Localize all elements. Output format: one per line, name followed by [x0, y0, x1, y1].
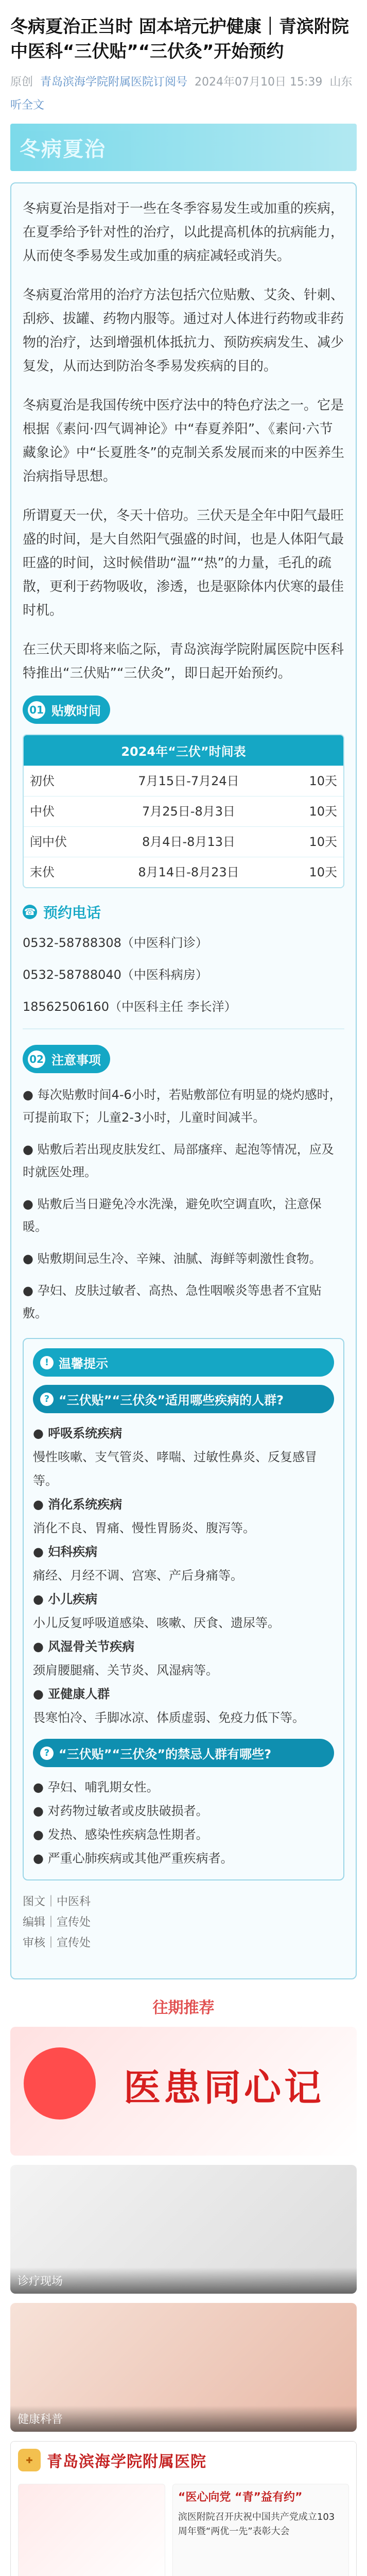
group-item: 痛经、月经不调、宫寒、产后身痛等。 [33, 1568, 243, 1583]
news-text-box [172, 2484, 349, 2576]
intro-paragraph-5: 在三伏天即将来临之际，青岛滨海学院附属医院中医科特推出“三伏贴”“三伏灸”，即日起开始预约。 [23, 642, 344, 681]
table-cell-time: 8月4日-8月13日 [142, 835, 235, 849]
tips-box [23, 1338, 344, 1880]
contact-header [23, 902, 344, 922]
group-item: 畏寒怕冷、手脚冰凉、体质虚弱、免疫力低下等。 [33, 1710, 305, 1725]
intro-paragraph-2: 冬病夏治常用的治疗方法包括穴位贴敷、艾灸、针刺、刮痧、拔罐、药物内服等。通过对人体进行药物或非药物的治疗，达到增强机体抵抗力、预防疾病发生、减少复发，从而达到防治冬季易发疾病的目的。 [23, 287, 344, 374]
note-3: ● 贴敷后当日避免冷水洗澡，避免吹空调直吹，注意保暖。 [23, 1197, 322, 1234]
section-pill-2 [23, 1045, 110, 1073]
group-heading: ● 风湿骨关节疾病 [33, 1639, 135, 1654]
intro-paragraph-1: 冬病夏治是指对于一些在冬季容易发生或加重的疾病，在夏季给予针对性的治疗，以此提高机体的抗病能力，从而使冬季易发生或加重的病症减轻或消失。 [23, 201, 344, 264]
section-pill-1 [23, 696, 110, 724]
news-body [11, 2477, 356, 2576]
credit-line: 审核｜宣传处 [23, 1937, 91, 1950]
phone-line-2: 0532-58788040（中医科病房） [23, 968, 208, 982]
question-title-2-text: “三伏贴”“三伏灸”的禁忌人群有哪些? [59, 1747, 272, 1761]
question-title-1-text: “三伏贴”“三伏灸”适用哪些疾病的人群? [59, 1393, 284, 1408]
news-headline: “医心向党 “青”益有约” [178, 2491, 303, 2504]
intro-card [10, 182, 357, 1979]
dog-days-table [23, 734, 344, 888]
contact-label: 预约电话 [43, 904, 101, 921]
article-wrap [0, 14, 367, 2576]
publish-location: 山东 [329, 76, 353, 89]
heart-icon [24, 2047, 96, 2120]
original-tag: 原创 [10, 76, 33, 89]
tips-title [33, 1348, 334, 1377]
question-icon: ? [40, 1393, 54, 1406]
group-heading: ● 消化系统疾病 [33, 1497, 123, 1512]
group-heading: ● 小儿疾病 [33, 1592, 98, 1606]
contra-item: ● 孕妇、哺乳期女性。 [33, 1780, 159, 1794]
credit-line: 图文｜中医科 [23, 1895, 91, 1908]
suitable-group-1 [33, 1421, 334, 1493]
note-2: ● 贴敷后若出现皮肤发红、局部瘙痒、起泡等情况，应及时就医处理。 [23, 1142, 334, 1179]
note-3-text: 贴敷后当日避免冷水洗澡，避免吹空调直吹，注意保暖。 [23, 1197, 322, 1234]
table-cell-name: 初伏 [30, 774, 55, 788]
suitable-group-5 [33, 1635, 334, 1682]
group-heading: ● 呼吸系统疾病 [33, 1426, 123, 1440]
table-cell-days: 10天 [309, 835, 337, 849]
credits [23, 1892, 344, 1954]
note-5: ● 孕妇、皮肤过敏者、高热、急性咽喉炎等患者不宜贴敷。 [23, 1283, 322, 1320]
recommend-item-1[interactable] [10, 2027, 357, 2156]
recommend-item-2[interactable] [10, 2165, 357, 2294]
section-number-2: 02 [28, 1050, 45, 1068]
section-title-1: 贴敷时间 [51, 704, 101, 718]
note-2-text: 贴敷后若出现皮肤发红、局部瘙痒、起泡等情况，应及时就医处理。 [23, 1142, 334, 1179]
info-icon: ! [40, 1356, 54, 1369]
phone-line-1: 0532-58788308（中医科门诊） [23, 936, 208, 950]
group-heading: ● 妇科疾病 [33, 1545, 98, 1559]
news-hospital-name: 青岛滨海学院附属医院 [47, 2453, 206, 2471]
table-cell-name: 中伏 [30, 804, 55, 819]
table-row [24, 796, 343, 826]
note-5-text: 孕妇、皮肤过敏者、高热、急性咽喉炎等患者不宜贴敷。 [23, 1283, 322, 1320]
top-banner [10, 124, 357, 171]
group-heading: ● 亚健康人群 [33, 1687, 110, 1701]
question-icon: ? [40, 1747, 54, 1760]
article-meta [10, 73, 357, 112]
hospital-logo-icon: ✚ [18, 2449, 41, 2471]
table-cell-time: 7月15日-7月24日 [138, 774, 239, 788]
table-cell-days: 10天 [309, 774, 337, 788]
intro-paragraph-4: 所谓夏天一伏，冬天十倍功。三伏天是全年中阳气最旺盛的时间，是大自然阳气强盛的时间，也是人体阳气最旺盛的时间，这时候借助“温”“热”的力量，毛孔的疏散，更利于药物吸收，渗透，也是驱除体内伏寒的最佳时机。 [23, 508, 344, 618]
article-page [0, 14, 367, 2576]
suitable-group-6 [33, 1682, 334, 1730]
note-4-text: 贴敷期间忌生冷、辛辣、油腻、海鲜等刺激性食物。 [37, 1251, 322, 1266]
table-cell-time: 8月14日-8月23日 [138, 865, 239, 879]
recommend-caption: 诊疗现场 [10, 2267, 357, 2294]
recommend-image-title: 医患同心记 [124, 2066, 325, 2109]
news-header [11, 2442, 356, 2477]
group-item: 小儿反复呼吸道感染、咳嗽、厌食、遗尿等。 [33, 1616, 280, 1630]
section-number-1: 01 [28, 701, 45, 719]
table-row [24, 766, 343, 796]
news-image-box [18, 2484, 165, 2576]
question-title-2 [33, 1739, 334, 1767]
section-title-2: 注意事项 [51, 1053, 101, 1067]
intro-paragraph-3: 冬病夏治是我国传统中医疗法中的特色疗法之一。它是根据《素问·四气调神论》中“春夏养阳”、《素问·六节藏象论》中“长夏胜冬”的克制关系发展而来的中医养生治病指导思想。 [23, 398, 344, 484]
tips-title-text: 温馨提示 [59, 1357, 108, 1371]
group-item: 慢性咳嗽、支气管炎、哮喘、过敏性鼻炎、反复感冒等。 [33, 1450, 317, 1488]
table-caption: 2024年“三伏”时间表 [24, 735, 343, 766]
table-cell-name: 末伏 [30, 865, 55, 879]
credit-line: 编辑｜宣传处 [23, 1916, 91, 1929]
news-subheadline: 滨医附院召开庆祝中国共产党成立103周年暨“两优一先”表彰大会 [178, 2512, 335, 2537]
table-row [24, 826, 343, 857]
recommend-item-3[interactable] [10, 2303, 357, 2432]
group-item: 消化不良、胃痛、慢性胃肠炎、腹泻等。 [33, 1521, 255, 1535]
recommend-caption: 健康科普 [10, 2405, 357, 2432]
publish-date: 2024年07月10日 15:39 [195, 76, 323, 89]
table-cell-name: 闰中伏 [30, 835, 67, 849]
note-1: ● 每次贴敷时间4-6小时，若贴敷部位有明显的烧灼感时，可提前取下；儿童2-3小时，儿童时间减半。 [23, 1088, 342, 1125]
banner-text: 冬病夏治 [20, 137, 106, 161]
table-cell-days: 10天 [309, 865, 337, 879]
question-title-1 [33, 1385, 334, 1413]
suitable-group-2 [33, 1493, 334, 1540]
group-item: 颈肩腰腿痛、关节炎、风湿病等。 [33, 1663, 218, 1677]
listen-button[interactable]: 听全文 [10, 99, 45, 112]
contra-item: ● 严重心肺疾病或其他严重疾病者。 [33, 1851, 233, 1866]
article-title: 冬病夏治正当时 固本培元护健康｜青滨附院中医科“三伏贴”“三伏灸”开始预约 [10, 16, 349, 62]
note-4: ● 贴敷期间忌生冷、辛辣、油腻、海鲜等刺激性食物。 [23, 1251, 322, 1266]
contra-item: ● 发热、感染性疾病急性期者。 [33, 1827, 208, 1842]
phone-icon: ☎ [23, 905, 37, 919]
contra-item: ● 对药物过敏者或皮肤破损者。 [33, 1804, 208, 1818]
contra-list [33, 1775, 334, 1870]
phone-line-3: 18562506160（中医科主任 李长洋） [23, 999, 237, 1014]
account-name[interactable]: 青岛滨海学院附属医院订阅号 [40, 76, 188, 89]
recommend-title: 往期推荐 [152, 1999, 215, 2017]
table-cell-days: 10天 [309, 804, 337, 819]
suitable-group-3 [33, 1540, 334, 1587]
table-cell-time: 7月25日-8月3日 [142, 804, 235, 819]
news-card[interactable] [10, 2441, 357, 2576]
divider [23, 1028, 344, 1029]
note-1-text: 每次贴敷时间4-6小时，若贴敷部位有明显的烧灼感时，可提前取下；儿童2-3小时，儿童时间减半。 [23, 1088, 342, 1125]
suitable-group-4 [33, 1587, 334, 1635]
table-row [24, 857, 343, 887]
